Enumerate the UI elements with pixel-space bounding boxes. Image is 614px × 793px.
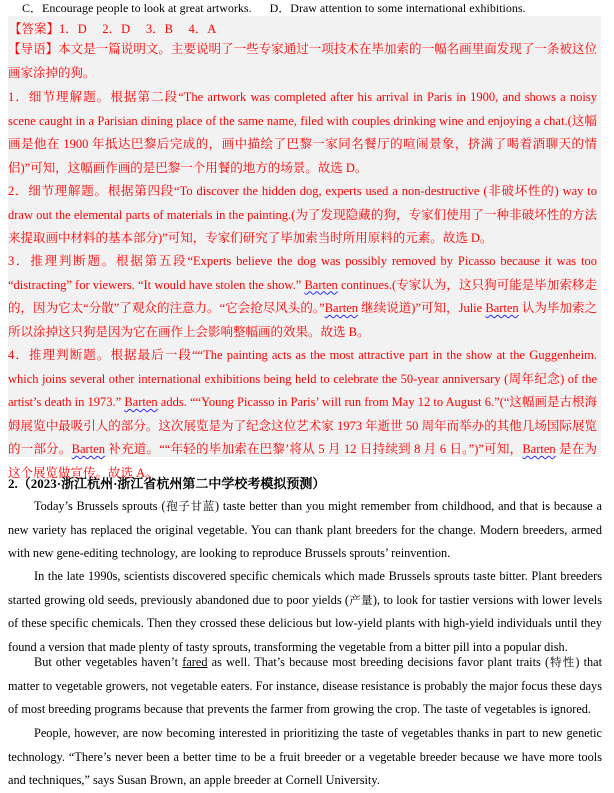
p2-gloss: 产量 <box>349 592 373 607</box>
p3-text-c: ) that matter to vegetable growers, not vegetable eaters. For instance, disease resistance is probably the major focus these days of most breeding programs because that prevents the farmer from growing the crop. The taste of vegetables is ignored. <box>8 655 603 716</box>
explanation-2 <box>8 180 597 251</box>
intro-text: 本文是一篇说明文。主要说明了一些专家通过一项技术在毕加索的一幅名画里面发现了一条被这位画家涂掉的狗。 <box>8 42 597 80</box>
explanation-2-number: 2． <box>8 184 29 198</box>
explanation-2-type: 细节理解题。 <box>28 184 108 198</box>
explanation-4-number: 4． <box>8 348 29 362</box>
question-2-title: 2.（2023·浙江杭州·浙江省杭州第二中学校考模拟预测） <box>8 476 326 491</box>
p3-gloss: 特性 <box>549 655 576 669</box>
underlined-word-fared: fared <box>182 655 208 669</box>
explanation-4-text-c: 补充道。““年轻的毕加索在巴黎’将从 5 月 12 日持续到 8 月 6 日。”)”可知， <box>104 442 523 456</box>
explanation-1-number: 1． <box>8 90 29 104</box>
answer-label: 【答案】 <box>9 21 60 36</box>
explanation-3 <box>8 250 597 344</box>
p1-gloss: 孢子甘蓝 <box>165 499 216 513</box>
explanation-4-text-b: adds. ““Young Picasso in Paris’ will run from May 12 to August 6.”(“这幅画是古根海姆展览中最吸引人的部分。这次展览是为了纪念这位艺术家 1973 年逝世 50 周年而举办的其他几场国际展览的一部分。 <box>8 395 597 456</box>
explanation-1 <box>8 86 597 180</box>
explanation-4-text-a: 根据最后一段““The painting acts as the most attractive part in the show at the Guggenheim. which joins several other international exhibitions being held to celebrate the 50-year anniversary (周年纪念) of the artist’s death in 1973.” <box>8 348 597 409</box>
explanation-1-type: 细节理解题。 <box>28 90 111 104</box>
passage-paragraph-2 <box>8 565 602 659</box>
previous-question-options <box>22 0 526 16</box>
p2-text-a: In the late 1990s, scientists discovered specific chemicals which made Brussels sprouts taste bitter. Plant breeders started growing old seeds, previously abandoned due to poor yields ( <box>8 569 602 607</box>
name-barten: Barten <box>71 442 105 456</box>
explanation-4-type: 推理判断题。 <box>28 348 111 362</box>
explanation-2-text: 根据第四段“To discover the hidden dog, experts used a non-destructive (非破坏性的) way to draw out the elemental parts of materials in the painting.(为了发现隐藏的狗，专家们使用了一种非破坏性的方法来提取画中材料的基本部分)”可知，专家们研究了毕加索当时所用原料的元素。故选 D。 <box>8 184 597 245</box>
explanation-3-text-b: continues.(专家认为，这只狗可能是毕加索移走的，因为它太“分散”了观众的注意力。“它会抢尽风头的。” <box>8 277 597 315</box>
explanation-4-text-d: 是在为这个展览做宣传。故选 A。 <box>8 442 597 480</box>
intro-label: 【导语】 <box>8 41 59 56</box>
p2-text-b: ), to look for tastier versions with lower levels of these specific chemicals. Then they crossed these delicious but low-yield plants with high-yield individuals until they found a version that made plenty of tasty sprouts, transforming the vegetable from a bitter pill into a popular dish. <box>8 592 602 654</box>
explanation-3-type: 推理判断题。 <box>30 254 117 268</box>
p3-text-b: as well. That’s because most breeding decisions favor plant traits ( <box>207 655 550 669</box>
p1-text-b: ) taste better than you might remember from childhood, and that is because a new variety has replaced the original vegetable. You can thank plant breeders for the change. Modern breeders, armed with new gene-editing technology, are looking to reproduce Brussels sprouts’ reinvention. <box>8 499 603 560</box>
name-barten: Barten <box>485 301 519 315</box>
passage-paragraph-3 <box>8 651 602 722</box>
name-barten: Barten <box>304 277 338 292</box>
answer-keys: 1．D 2．D 3．B 4．A <box>59 22 217 36</box>
explanation-3-text-d: 认为毕加索之所以涂掉这只狗是因为它在画作上会影响整幅画的效果。故选 B。 <box>8 301 597 339</box>
name-barten: Barten <box>124 395 158 409</box>
p1-text-a: Today’s Brussels sprouts ( <box>34 499 166 513</box>
explanation-4 <box>8 344 597 485</box>
answer-explanation-box <box>8 16 601 480</box>
explanation-3-text-c: 继续说道)”可知，Julie <box>358 301 486 315</box>
intro-paragraph <box>8 37 597 85</box>
name-barten: Barten <box>324 301 359 315</box>
passage-paragraph-4 <box>8 722 602 793</box>
option-c: C．Encourage people to look at great artworks. <box>22 1 252 15</box>
option-d: D．Draw attention to some international exhibitions. <box>269 1 526 15</box>
p4-text: People, however, are now becoming interested in prioritizing the taste of vegetables thanks in part to new genetic technology. “There’s never been a better time to be a fruit breeder or a vegetable breeder because we have more tools and techniques,” says Susan Brown, an apple breeder at Cornell University. <box>8 726 602 787</box>
explanation-3-number: 3． <box>8 254 31 268</box>
explanation-1-text: 根据第二段“The artwork was completed after his arrival in Paris in 1900, and shows a noisy scene caught in a Parisian dining place of the same name, filed with couples drinking wine and enjoying a chat.(这幅画是他在 1900 年抵达巴黎后完成的，画中描绘了巴黎一家同名餐厅的喧闹景象，挤满了喝着酒聊天的情侣)”可知，这幅画作画的是巴黎一个用餐的地方的场景。故选 D。 <box>8 90 597 175</box>
answer-line <box>9 21 216 37</box>
p3-text-a: But other vegetables haven’t <box>34 655 183 669</box>
explanation-3-text-a: 根据第五段“Experts believe the dog was possibly removed by Picasso because it was too “distracting” for viewers. “It would have stolen the show.” <box>8 254 597 292</box>
passage-paragraph-1 <box>8 495 602 566</box>
name-barten: Barten <box>522 442 556 456</box>
